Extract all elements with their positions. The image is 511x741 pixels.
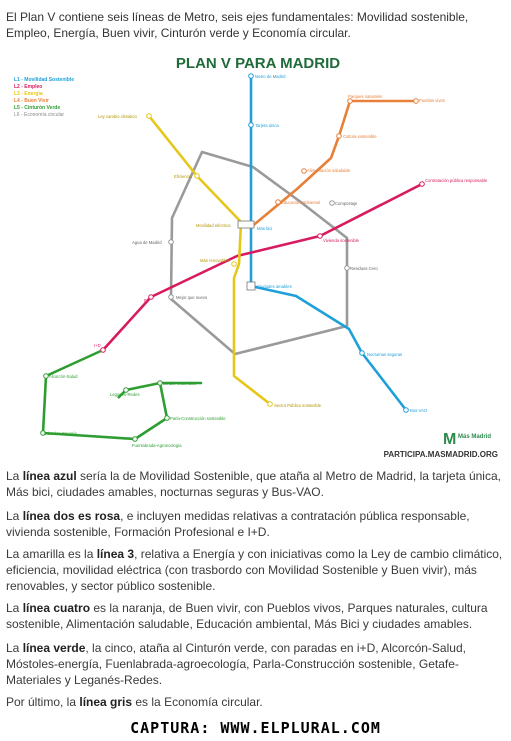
legend-l4: L4 - Buen Vivir [14,98,49,104]
image-caption: CAPTURA: WWW.ELPLURAL.COM [130,719,381,737]
legend-l2: L2 - Empleo [14,84,43,90]
label-fp: FP [144,298,150,303]
label-metro-madrid: Metro de Madrid [255,74,286,79]
intro-text: El Plan V contiene seis líneas de Metro, seis ejes fundamentales: Movilidad sostenible, Empleo, Energía, Buen vivir, Cinturón verde y Economía circular. [6,10,469,40]
label-pueblos-vivos: Pueblos vivos [419,98,445,103]
label-ciudades-amables: Ciudades amables [257,284,292,289]
svg-text:M: M [443,431,457,448]
label-cultura-sostenible: Cultura sostenible [343,134,377,139]
label-bus-vao: Bus-VAO [410,408,428,413]
paragraph-linea-naranja: La línea cuatro es la naranja, de Buen vivir, con Pueblos vivos, Parques naturales, cultura sostenible, Alimentación saludable, Educación ambiental, Más Bici y ciudades amables. [6,601,488,631]
label-parla: Parla-Construcción sostenible [170,416,226,421]
label-contratacion: Contratación pública responsable [425,178,488,183]
label-ley-cambio: Ley cambio climático [98,114,137,119]
label-sector-publico: Sector Público sostenible [274,403,322,408]
label-residuos: Residuos Cero [350,266,378,271]
label-alcorcon: Alcorcón-Salud [49,374,78,379]
label-vivienda: Vivienda sostenible [323,238,360,243]
legend-l5: L5 - Cinturón Verde [14,105,61,111]
paragraph-linea-amarilla: La amarilla es la línea 3, relativa a Energía y con iniciativas como la Ley de cambio climático, eficiencia, movilidad eléctrica (con trasbordo con Movilidad Sostenible y Buen vivir), más renovables, y sector público sostenible. [6,547,503,593]
label-tarjeta-unica: Tarjeta única [255,123,279,128]
paragraph-linea-gris: Por último, la línea gris es la Economía circular. [6,695,263,709]
label-id: I+D [94,343,101,348]
label-leganes: Leganés-Redes [110,392,140,397]
line-buen-vivir [250,101,416,228]
legend-l3: L3 - Energía [14,91,43,97]
label-alimentacion: Alimentación saludable [307,168,351,173]
paragraph-linea-verde: La línea verde, la cinco, ataña al Cinturón verde, con paradas en i+D, Alcorcón-Salud, Móstoles-energía, Fuenlabrada-agroecología, Parla-Construcción sostenible, Getafe-Materiales y Leganés-Redes. [6,641,466,687]
label-mejor-nuevo: Mejor que nuevo [176,295,208,300]
label-mas-renovables: Más renovables [200,258,230,263]
map-legend [14,77,74,118]
line-economia-circular [171,152,347,354]
label-compostaje: Compostaje [335,201,358,206]
label-parques-naturales: Parques naturales [348,94,382,99]
label-eficiencia: Eficiencia [174,174,192,179]
logo-text: Más Madrid [458,434,492,440]
interchange-movilidad-electrica [238,221,254,228]
label-fuenlabrada: Fuenlabrada-Agroecología [132,443,182,448]
legend-l1: L1 - Movilidad Sostenible [14,77,75,83]
label-mas-bici: Más bici [257,226,273,231]
metro-map-image [6,46,505,464]
label-movilidad-electrica: Movilidad eléctrica [196,223,231,228]
label-nocturnas-seguras: Nocturnas seguras [367,352,403,357]
label-mostoles: Móstoles-Energía [44,431,77,436]
interchange-ciudades-amables [247,282,255,290]
label-getafe: Getafe-Materiales [163,381,197,386]
map-title: PLAN V PARA MADRID [175,55,341,72]
label-agua: Agua de Madrid [132,240,162,245]
paragraph-linea-azul: La línea azul sería la de Movilidad Sostenible, que ataña al Metro de Madrid, la tarjeta única, Más bici, ciudades amables, nocturnas seguras y Bus-VAO. [6,469,501,499]
paragraph-linea-rosa: La línea dos es rosa, e incluyen medidas relativas a contratación pública responsable, vivienda sostenible, Formación Profesional e I+D. [6,509,470,539]
label-educacion: Educación ambiental [281,200,320,205]
site-url: PARTICIPA.MASMADRID.ORG [383,450,498,459]
legend-l6: L6 - Economía circular [14,112,65,118]
mas-madrid-logo [443,431,491,448]
